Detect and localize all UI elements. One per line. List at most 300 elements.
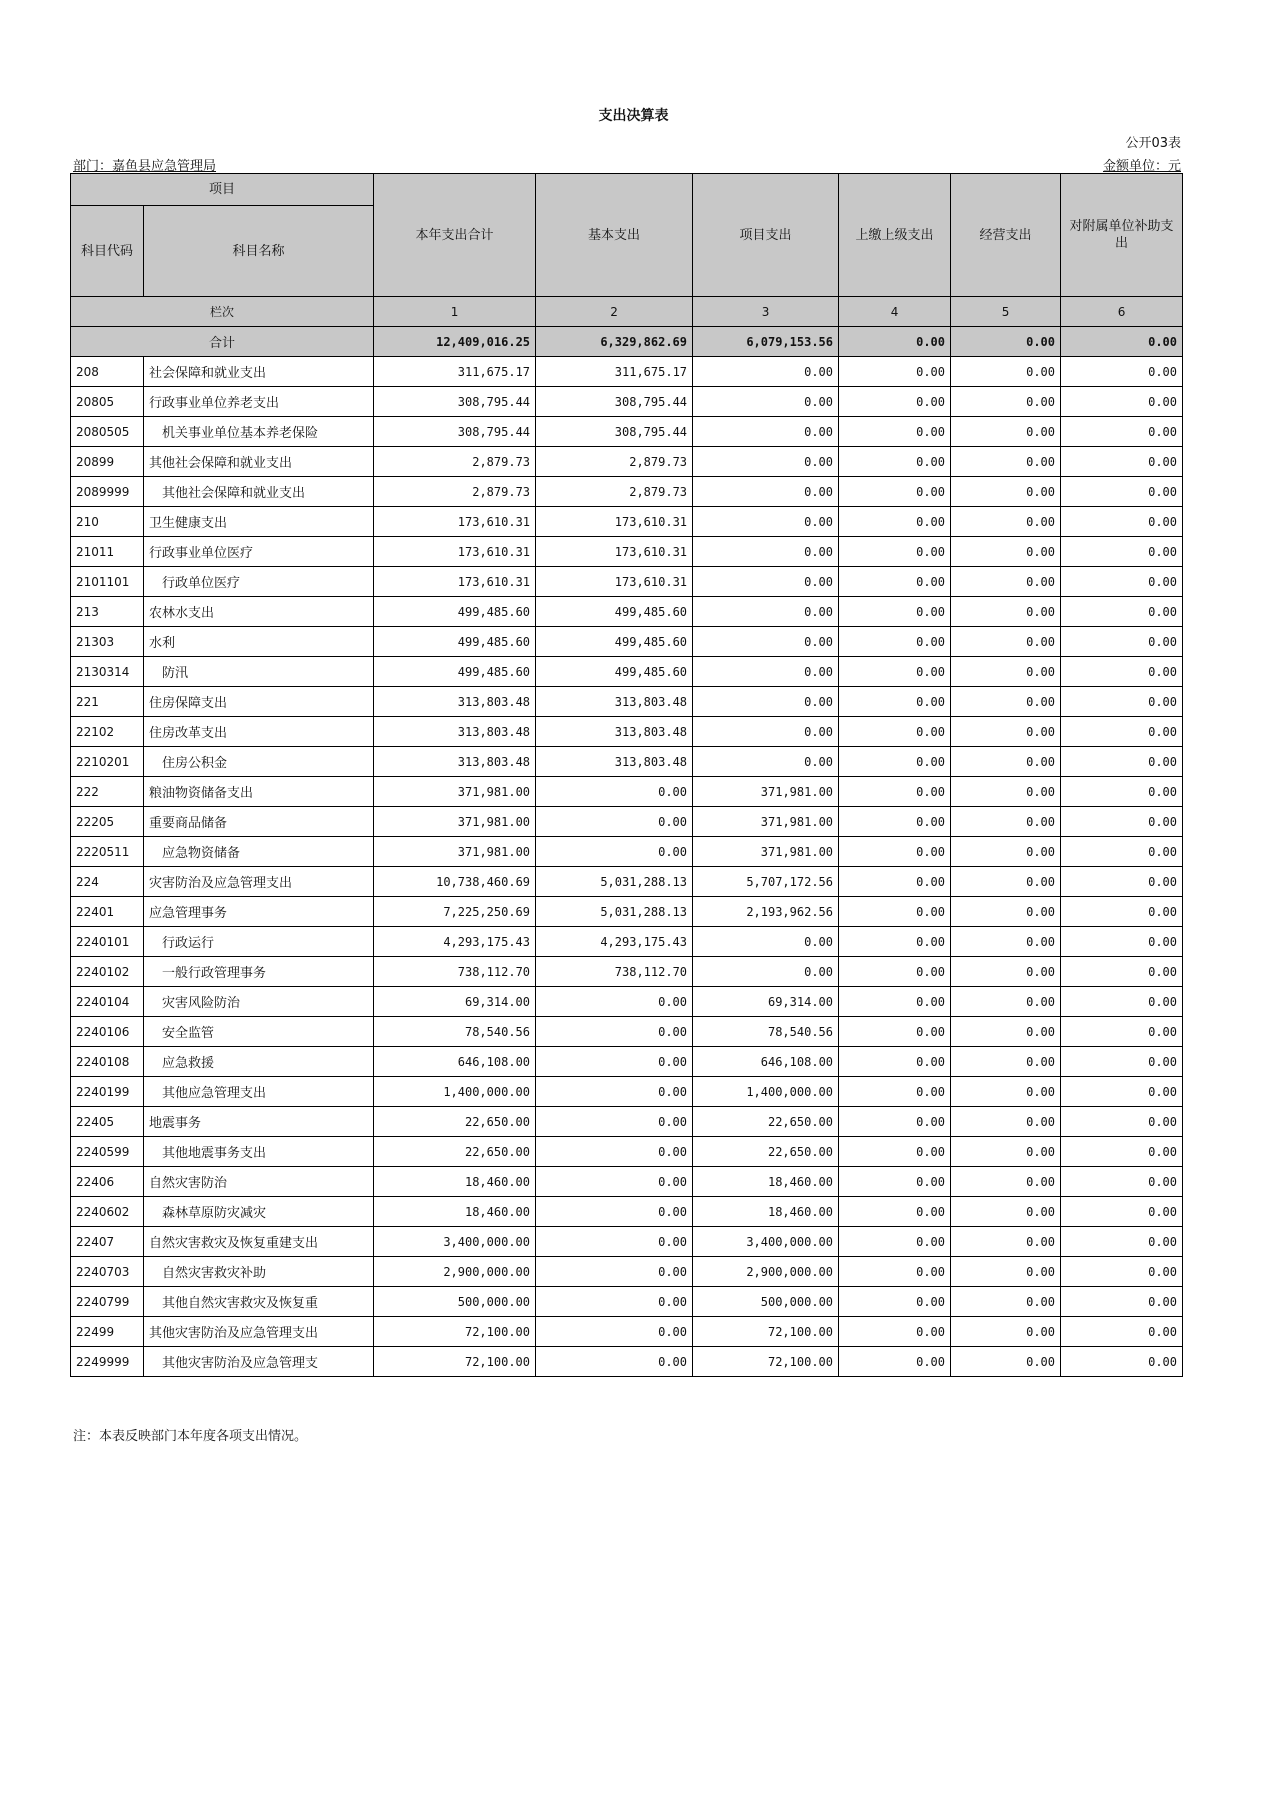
row-value: 72,100.00 (374, 1317, 536, 1347)
row-value: 0.00 (536, 837, 693, 867)
row-value: 0.00 (1061, 357, 1183, 387)
row-value: 0.00 (839, 537, 951, 567)
row-code: 2101101 (71, 567, 144, 597)
row-name: 森林草原防灾减灾 (144, 1197, 374, 1227)
row-value: 10,738,460.69 (374, 867, 536, 897)
row-value: 0.00 (536, 1137, 693, 1167)
row-code: 2210201 (71, 747, 144, 777)
row-name: 其他应急管理支出 (144, 1077, 374, 1107)
row-value: 0.00 (1061, 957, 1183, 987)
footnote: 注：本表反映部门本年度各项支出情况。 (73, 1429, 308, 1444)
row-value: 371,981.00 (693, 777, 839, 807)
table-row (71, 627, 1183, 657)
row-code: 210 (71, 507, 144, 537)
row-code: 208 (71, 357, 144, 387)
row-code: 2220511 (71, 837, 144, 867)
row-value: 0.00 (1061, 1287, 1183, 1317)
row-value: 0.00 (1061, 627, 1183, 657)
row-value: 0.00 (951, 807, 1061, 837)
row-value: 313,803.48 (536, 687, 693, 717)
header-col-6: 对附属单位补助支出 (1061, 174, 1183, 297)
row-name: 农林水支出 (144, 597, 374, 627)
row-name: 灾害风险防治 (144, 987, 374, 1017)
row-value: 0.00 (839, 1047, 951, 1077)
row-value: 0.00 (1061, 477, 1183, 507)
row-value: 0.00 (1061, 1347, 1183, 1377)
header-col-5: 经营支出 (951, 174, 1061, 297)
row-value: 72,100.00 (693, 1317, 839, 1347)
row-value: 0.00 (1061, 867, 1183, 897)
row-value: 0.00 (951, 747, 1061, 777)
row-code: 22205 (71, 807, 144, 837)
total-value: 12,409,016.25 (374, 327, 536, 357)
table-row (71, 1317, 1183, 1347)
row-value: 0.00 (951, 417, 1061, 447)
row-code: 2240199 (71, 1077, 144, 1107)
expenditure-table (70, 173, 1183, 1377)
row-value: 0.00 (951, 1047, 1061, 1077)
page-title: 支出决算表 (598, 108, 669, 124)
row-value: 500,000.00 (693, 1287, 839, 1317)
row-value: 18,460.00 (693, 1197, 839, 1227)
row-value: 0.00 (951, 537, 1061, 567)
row-name: 自然灾害救灾补助 (144, 1257, 374, 1287)
row-name: 其他灾害防治及应急管理支出 (144, 1317, 374, 1347)
row-value: 0.00 (839, 807, 951, 837)
row-value: 0.00 (1061, 897, 1183, 927)
row-value: 499,485.60 (536, 597, 693, 627)
row-value: 0.00 (839, 1287, 951, 1317)
row-value: 22,650.00 (374, 1137, 536, 1167)
row-value: 0.00 (536, 1167, 693, 1197)
row-value: 0.00 (951, 1317, 1061, 1347)
row-value: 5,707,172.56 (693, 867, 839, 897)
row-code: 2240703 (71, 1257, 144, 1287)
table-row (71, 1227, 1183, 1257)
row-value: 173,610.31 (374, 567, 536, 597)
row-value: 0.00 (951, 987, 1061, 1017)
row-value: 0.00 (951, 1167, 1061, 1197)
row-code: 2130314 (71, 657, 144, 687)
row-value: 0.00 (536, 1287, 693, 1317)
row-value: 0.00 (693, 597, 839, 627)
row-value: 0.00 (693, 927, 839, 957)
row-value: 0.00 (839, 957, 951, 987)
row-name: 其他地震事务支出 (144, 1137, 374, 1167)
column-number: 5 (951, 297, 1061, 327)
row-name: 重要商品储备 (144, 807, 374, 837)
row-value: 173,610.31 (536, 507, 693, 537)
row-value: 499,485.60 (536, 627, 693, 657)
row-code: 2080505 (71, 417, 144, 447)
row-code: 224 (71, 867, 144, 897)
row-value: 0.00 (839, 567, 951, 597)
row-value: 4,293,175.43 (536, 927, 693, 957)
row-value: 371,981.00 (693, 807, 839, 837)
row-code: 2240104 (71, 987, 144, 1017)
row-value: 0.00 (693, 537, 839, 567)
row-value: 0.00 (839, 1197, 951, 1227)
row-name: 应急管理事务 (144, 897, 374, 927)
row-value: 0.00 (951, 777, 1061, 807)
row-value: 0.00 (1061, 597, 1183, 627)
row-code: 213 (71, 597, 144, 627)
row-value: 0.00 (839, 927, 951, 957)
row-name: 住房公积金 (144, 747, 374, 777)
row-value: 0.00 (693, 567, 839, 597)
row-name: 其他社会保障和就业支出 (144, 447, 374, 477)
table-row (71, 867, 1183, 897)
row-value: 18,460.00 (374, 1167, 536, 1197)
column-number: 6 (1061, 297, 1183, 327)
row-value: 0.00 (1061, 747, 1183, 777)
row-value: 0.00 (951, 1227, 1061, 1257)
row-value: 0.00 (839, 447, 951, 477)
row-value: 0.00 (1061, 1137, 1183, 1167)
row-value: 0.00 (839, 987, 951, 1017)
row-value: 0.00 (536, 1227, 693, 1257)
row-value: 2,879.73 (374, 477, 536, 507)
total-value: 6,329,862.69 (536, 327, 693, 357)
row-value: 371,981.00 (374, 777, 536, 807)
row-value: 313,803.48 (374, 687, 536, 717)
row-value: 738,112.70 (536, 957, 693, 987)
row-name: 地震事务 (144, 1107, 374, 1137)
row-value: 0.00 (951, 927, 1061, 957)
total-value: 0.00 (951, 327, 1061, 357)
row-value: 646,108.00 (374, 1047, 536, 1077)
row-value: 0.00 (839, 687, 951, 717)
row-code: 22405 (71, 1107, 144, 1137)
table-row (71, 1197, 1183, 1227)
row-value: 0.00 (693, 357, 839, 387)
row-value: 308,795.44 (536, 417, 693, 447)
row-value: 0.00 (536, 777, 693, 807)
table-row (71, 1167, 1183, 1197)
header-col-2: 基本支出 (536, 174, 693, 297)
row-value: 0.00 (1061, 1047, 1183, 1077)
row-value: 72,100.00 (374, 1347, 536, 1377)
row-value: 0.00 (951, 837, 1061, 867)
row-value: 311,675.17 (374, 357, 536, 387)
table-row (71, 1017, 1183, 1047)
row-value: 0.00 (951, 867, 1061, 897)
row-code: 22401 (71, 897, 144, 927)
row-value: 371,981.00 (693, 837, 839, 867)
column-number: 2 (536, 297, 693, 327)
row-value: 5,031,288.13 (536, 897, 693, 927)
row-code: 2240106 (71, 1017, 144, 1047)
row-value: 0.00 (1061, 1317, 1183, 1347)
row-value: 646,108.00 (693, 1047, 839, 1077)
row-value: 0.00 (1061, 567, 1183, 597)
row-value: 4,293,175.43 (374, 927, 536, 957)
row-value: 0.00 (839, 507, 951, 537)
row-value: 0.00 (536, 807, 693, 837)
table-row (71, 537, 1183, 567)
row-value: 500,000.00 (374, 1287, 536, 1317)
row-value: 0.00 (536, 1017, 693, 1047)
row-value: 1,400,000.00 (693, 1077, 839, 1107)
column-number: 3 (693, 297, 839, 327)
row-value: 0.00 (839, 777, 951, 807)
row-value: 0.00 (693, 477, 839, 507)
row-value: 0.00 (839, 627, 951, 657)
row-value: 2,879.73 (536, 477, 693, 507)
table-row (71, 507, 1183, 537)
row-value: 0.00 (536, 987, 693, 1017)
table-row (71, 477, 1183, 507)
table-row (71, 1107, 1183, 1137)
row-value: 0.00 (1061, 1077, 1183, 1107)
row-value: 0.00 (1061, 417, 1183, 447)
row-value: 0.00 (951, 567, 1061, 597)
row-code: 22407 (71, 1227, 144, 1257)
row-code: 2240108 (71, 1047, 144, 1077)
row-value: 0.00 (951, 1257, 1061, 1287)
table-row (71, 1257, 1183, 1287)
row-name: 一般行政管理事务 (144, 957, 374, 987)
row-value: 173,610.31 (536, 537, 693, 567)
row-value: 499,485.60 (374, 657, 536, 687)
row-code: 2240599 (71, 1137, 144, 1167)
row-name: 应急物资储备 (144, 837, 374, 867)
row-value: 0.00 (951, 507, 1061, 537)
row-value: 0.00 (951, 717, 1061, 747)
row-value: 3,400,000.00 (693, 1227, 839, 1257)
table-row (71, 1077, 1183, 1107)
row-value: 499,485.60 (536, 657, 693, 687)
row-value: 1,400,000.00 (374, 1077, 536, 1107)
table-row (71, 927, 1183, 957)
table-row (71, 957, 1183, 987)
row-value: 0.00 (839, 597, 951, 627)
row-code: 21011 (71, 537, 144, 567)
row-value: 0.00 (951, 627, 1061, 657)
row-value: 0.00 (693, 687, 839, 717)
total-row (71, 327, 1183, 357)
row-value: 0.00 (839, 477, 951, 507)
row-code: 2240799 (71, 1287, 144, 1317)
row-name: 安全监管 (144, 1017, 374, 1047)
row-value: 2,879.73 (374, 447, 536, 477)
row-value: 0.00 (839, 1107, 951, 1137)
row-value: 0.00 (693, 417, 839, 447)
row-value: 0.00 (839, 387, 951, 417)
row-value: 0.00 (1061, 717, 1183, 747)
row-value: 371,981.00 (374, 837, 536, 867)
row-value: 311,675.17 (536, 357, 693, 387)
row-code: 2089999 (71, 477, 144, 507)
table-row (71, 1137, 1183, 1167)
row-value: 78,540.56 (374, 1017, 536, 1047)
row-value: 0.00 (536, 1317, 693, 1347)
total-value: 6,079,153.56 (693, 327, 839, 357)
row-name: 自然灾害防治 (144, 1167, 374, 1197)
row-value: 0.00 (1061, 387, 1183, 417)
row-code: 221 (71, 687, 144, 717)
row-value: 0.00 (951, 597, 1061, 627)
header-col-1: 本年支出合计 (374, 174, 536, 297)
row-value: 22,650.00 (693, 1137, 839, 1167)
header-col-3: 项目支出 (693, 174, 839, 297)
row-value: 0.00 (951, 1197, 1061, 1227)
row-value: 78,540.56 (693, 1017, 839, 1047)
row-name: 行政事业单位医疗 (144, 537, 374, 567)
row-value: 313,803.48 (536, 717, 693, 747)
row-value: 0.00 (839, 897, 951, 927)
column-number-label: 栏次 (71, 297, 374, 327)
row-value: 0.00 (1061, 1107, 1183, 1137)
row-value: 0.00 (693, 387, 839, 417)
row-code: 222 (71, 777, 144, 807)
column-number: 1 (374, 297, 536, 327)
row-value: 0.00 (951, 897, 1061, 927)
row-value: 0.00 (536, 1047, 693, 1077)
row-value: 0.00 (839, 657, 951, 687)
row-name: 住房改革支出 (144, 717, 374, 747)
row-code: 22102 (71, 717, 144, 747)
row-value: 0.00 (1061, 1167, 1183, 1197)
row-value: 0.00 (839, 1227, 951, 1257)
row-value: 0.00 (536, 1077, 693, 1107)
row-name: 行政事业单位养老支出 (144, 387, 374, 417)
row-value: 308,795.44 (374, 417, 536, 447)
row-name: 水利 (144, 627, 374, 657)
unit-label: 金额单位：元 (1102, 159, 1181, 174)
form-number: 公开03表 (1125, 136, 1181, 151)
table-row (71, 1287, 1183, 1317)
row-value: 0.00 (951, 1347, 1061, 1377)
row-value: 69,314.00 (374, 987, 536, 1017)
row-value: 0.00 (951, 687, 1061, 717)
row-value: 3,400,000.00 (374, 1227, 536, 1257)
table-row (71, 747, 1183, 777)
row-value: 0.00 (951, 1107, 1061, 1137)
row-value: 0.00 (951, 387, 1061, 417)
row-value: 2,900,000.00 (693, 1257, 839, 1287)
row-value: 738,112.70 (374, 957, 536, 987)
row-value: 0.00 (839, 1347, 951, 1377)
row-name: 卫生健康支出 (144, 507, 374, 537)
row-value: 0.00 (1061, 807, 1183, 837)
row-code: 22499 (71, 1317, 144, 1347)
row-value: 0.00 (951, 477, 1061, 507)
row-value: 0.00 (693, 447, 839, 477)
row-value: 69,314.00 (693, 987, 839, 1017)
row-value: 0.00 (1061, 1197, 1183, 1227)
total-value: 0.00 (839, 327, 951, 357)
row-name: 社会保障和就业支出 (144, 357, 374, 387)
row-value: 0.00 (1061, 777, 1183, 807)
row-value: 0.00 (1061, 837, 1183, 867)
row-value: 18,460.00 (374, 1197, 536, 1227)
table-row (71, 387, 1183, 417)
row-value: 0.00 (951, 1017, 1061, 1047)
row-value: 0.00 (1061, 1017, 1183, 1047)
row-value: 18,460.00 (693, 1167, 839, 1197)
row-value: 2,193,962.56 (693, 897, 839, 927)
header-name: 科目名称 (144, 206, 374, 297)
row-value: 0.00 (693, 627, 839, 657)
row-value: 0.00 (839, 417, 951, 447)
row-value: 313,803.48 (374, 717, 536, 747)
row-value: 0.00 (839, 717, 951, 747)
row-value: 0.00 (693, 717, 839, 747)
row-value: 0.00 (1061, 447, 1183, 477)
row-value: 22,650.00 (693, 1107, 839, 1137)
table-row (71, 897, 1183, 927)
row-code: 2240602 (71, 1197, 144, 1227)
header-group: 项目 (71, 174, 374, 206)
table-row (71, 987, 1183, 1017)
row-value: 0.00 (839, 1257, 951, 1287)
table-row (71, 657, 1183, 687)
row-value: 0.00 (839, 1167, 951, 1197)
table-row (71, 1347, 1183, 1377)
table-row (71, 687, 1183, 717)
row-value: 0.00 (839, 867, 951, 897)
total-value: 0.00 (1061, 327, 1183, 357)
row-code: 20805 (71, 387, 144, 417)
table-row (71, 567, 1183, 597)
table-row (71, 1047, 1183, 1077)
row-value: 0.00 (839, 357, 951, 387)
row-value: 2,900,000.00 (374, 1257, 536, 1287)
row-value: 313,803.48 (536, 747, 693, 777)
row-value: 173,610.31 (536, 567, 693, 597)
row-name: 行政运行 (144, 927, 374, 957)
row-name: 其他社会保障和就业支出 (144, 477, 374, 507)
row-value: 0.00 (1061, 687, 1183, 717)
row-value: 173,610.31 (374, 507, 536, 537)
row-value: 308,795.44 (374, 387, 536, 417)
row-value: 499,485.60 (374, 597, 536, 627)
row-name: 行政单位医疗 (144, 567, 374, 597)
row-value: 0.00 (951, 447, 1061, 477)
row-value: 308,795.44 (536, 387, 693, 417)
row-value: 371,981.00 (374, 807, 536, 837)
row-value: 2,879.73 (536, 447, 693, 477)
table-row (71, 357, 1183, 387)
row-name: 应急救援 (144, 1047, 374, 1077)
table-row (71, 597, 1183, 627)
row-code: 21303 (71, 627, 144, 657)
row-name: 防汛 (144, 657, 374, 687)
column-number: 4 (839, 297, 951, 327)
header-code: 科目代码 (71, 206, 144, 297)
row-name: 其他灾害防治及应急管理支 (144, 1347, 374, 1377)
row-value: 0.00 (1061, 987, 1183, 1017)
row-name: 其他自然灾害救灾及恢复重 (144, 1287, 374, 1317)
row-value: 0.00 (1061, 657, 1183, 687)
row-code: 22406 (71, 1167, 144, 1197)
row-value: 0.00 (536, 1257, 693, 1287)
row-value: 0.00 (536, 1347, 693, 1377)
row-name: 粮油物资储备支出 (144, 777, 374, 807)
table-row (71, 447, 1183, 477)
row-value: 0.00 (839, 1077, 951, 1107)
row-value: 0.00 (693, 747, 839, 777)
row-value: 0.00 (951, 357, 1061, 387)
row-code: 2240101 (71, 927, 144, 957)
row-value: 72,100.00 (693, 1347, 839, 1377)
row-value: 0.00 (693, 657, 839, 687)
row-value: 0.00 (839, 837, 951, 867)
row-value: 0.00 (536, 1197, 693, 1227)
row-name: 自然灾害救灾及恢复重建支出 (144, 1227, 374, 1257)
department-label: 部门：嘉鱼县应急管理局 (73, 159, 217, 174)
